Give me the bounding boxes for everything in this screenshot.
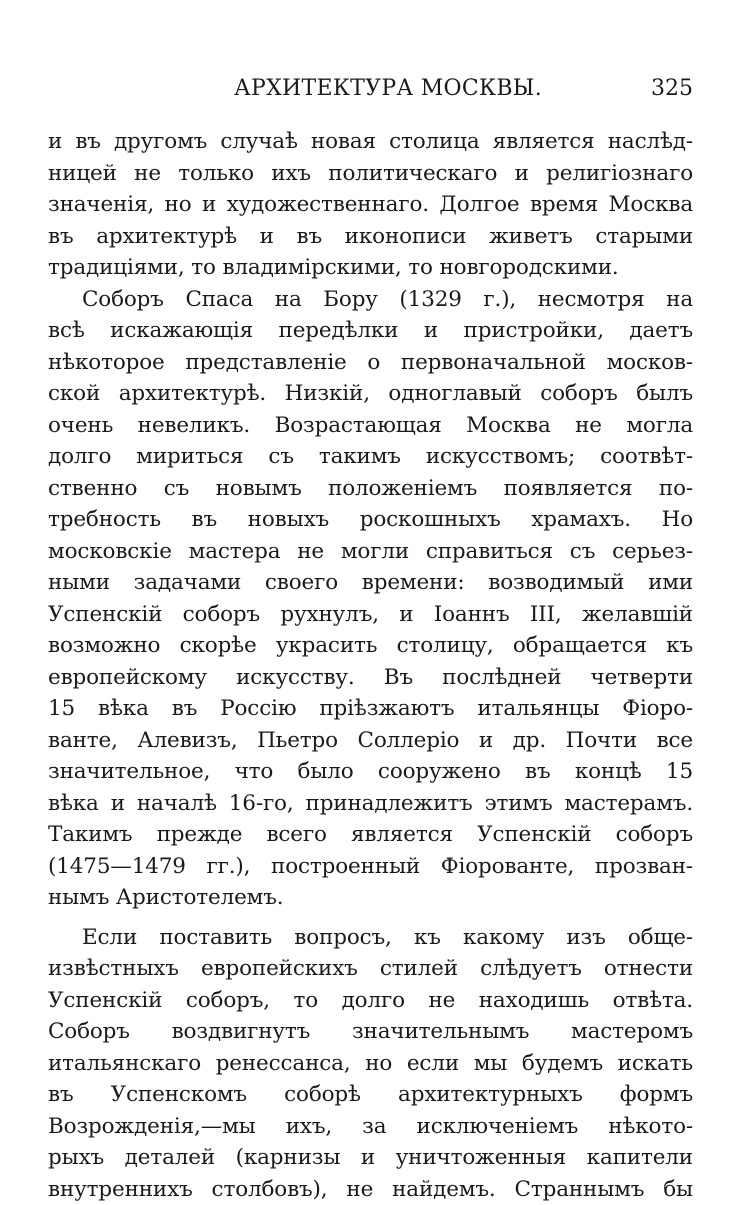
text-line: московскіе мастера не могли справиться съ серьез- [48, 536, 693, 568]
text-line: традиціями, то владимірскими, то новгородскими. [48, 252, 693, 284]
text-line: въ Успенскомъ соборѣ архитектурныхъ формъ [48, 1079, 693, 1111]
text-line: ницей не только ихъ политическаго и религіознаго [48, 158, 693, 190]
text-line: нымъ Аристотелемъ. [48, 882, 693, 914]
text-line: ными задачами своего времени: возводимый ими [48, 567, 693, 599]
text-line: и въ другомъ случаѣ новая столица является наслѣд- [48, 126, 693, 158]
page-header [48, 72, 693, 106]
body-text [48, 126, 693, 1205]
text-line: значенія, но и художественнаго. Долгое время Москва [48, 189, 693, 221]
text-line: внутреннихъ столбовъ), не найдемъ. Страннымъ бы [48, 1174, 693, 1205]
text-line: Возрожденія,—мы ихъ, за исключеніемъ нѣкото- [48, 1111, 693, 1143]
text-line: европейскому искусству. Въ послѣдней четверти [48, 662, 693, 694]
text-line: очень невеликъ. Возрастающая Москва не могла [48, 410, 693, 442]
text-line: значительное, что было сооружено въ концѣ 15 [48, 756, 693, 788]
text-line: въ архитектурѣ и въ иконописи живетъ старыми [48, 221, 693, 253]
text-line: Соборъ воздвигнутъ значительнымъ мастеромъ [48, 1016, 693, 1048]
text-line: долго мириться съ такимъ искусствомъ; соотвѣт- [48, 441, 693, 473]
text-line: Если поставить вопросъ, къ какому изъ обще- [48, 922, 693, 954]
text-line: требность въ новыхъ роскошныхъ храмахъ. Но [48, 504, 693, 536]
text-line: всѣ искажающія передѣлки и пристройки, даетъ [48, 315, 693, 347]
text-line: (1475—1479 гг.), построенный Фіорованте, прозван- [48, 851, 693, 883]
page-number: 325 [651, 72, 693, 106]
text-line: рыхъ деталей (карнизы и уничтоженныя капители [48, 1142, 693, 1174]
text-line: Соборъ Спаса на Бору (1329 г.), несмотря на [48, 284, 693, 316]
text-line: ванте, Алевизъ, Пьетро Соллеріо и др. Почти все [48, 725, 693, 757]
text-line: возможно скорѣе украсить столицу, обращается къ [48, 630, 693, 662]
text-line: ственно съ новымъ положеніемъ появляется по- [48, 473, 693, 505]
text-line: вѣка и началѣ 16-го, принадлежитъ этимъ мастерамъ. [48, 788, 693, 820]
text-line: 15 вѣка въ Россію пріѣзжаютъ итальянцы Фіоро- [48, 693, 693, 725]
running-title: АРХИТЕКТУРА МОСКВЫ. [234, 72, 542, 106]
text-line: Успенскій соборъ, то долго не находишь отвѣта. [48, 985, 693, 1017]
text-line: ской архитектурѣ. Низкій, одноглавый соборъ былъ [48, 378, 693, 410]
text-line: итальянскаго ренессанса, но если мы будемъ искать [48, 1048, 693, 1080]
text-line: нѣкоторое представленіе о первоначальной москов- [48, 347, 693, 379]
text-line: извѣстныхъ европейскихъ стилей слѣдуетъ отнести [48, 953, 693, 985]
text-line: Такимъ прежде всего является Успенскій соборъ [48, 819, 693, 851]
text-line: Успенскій соборъ рухнулъ, и Іоаннъ III, желавшій [48, 599, 693, 631]
